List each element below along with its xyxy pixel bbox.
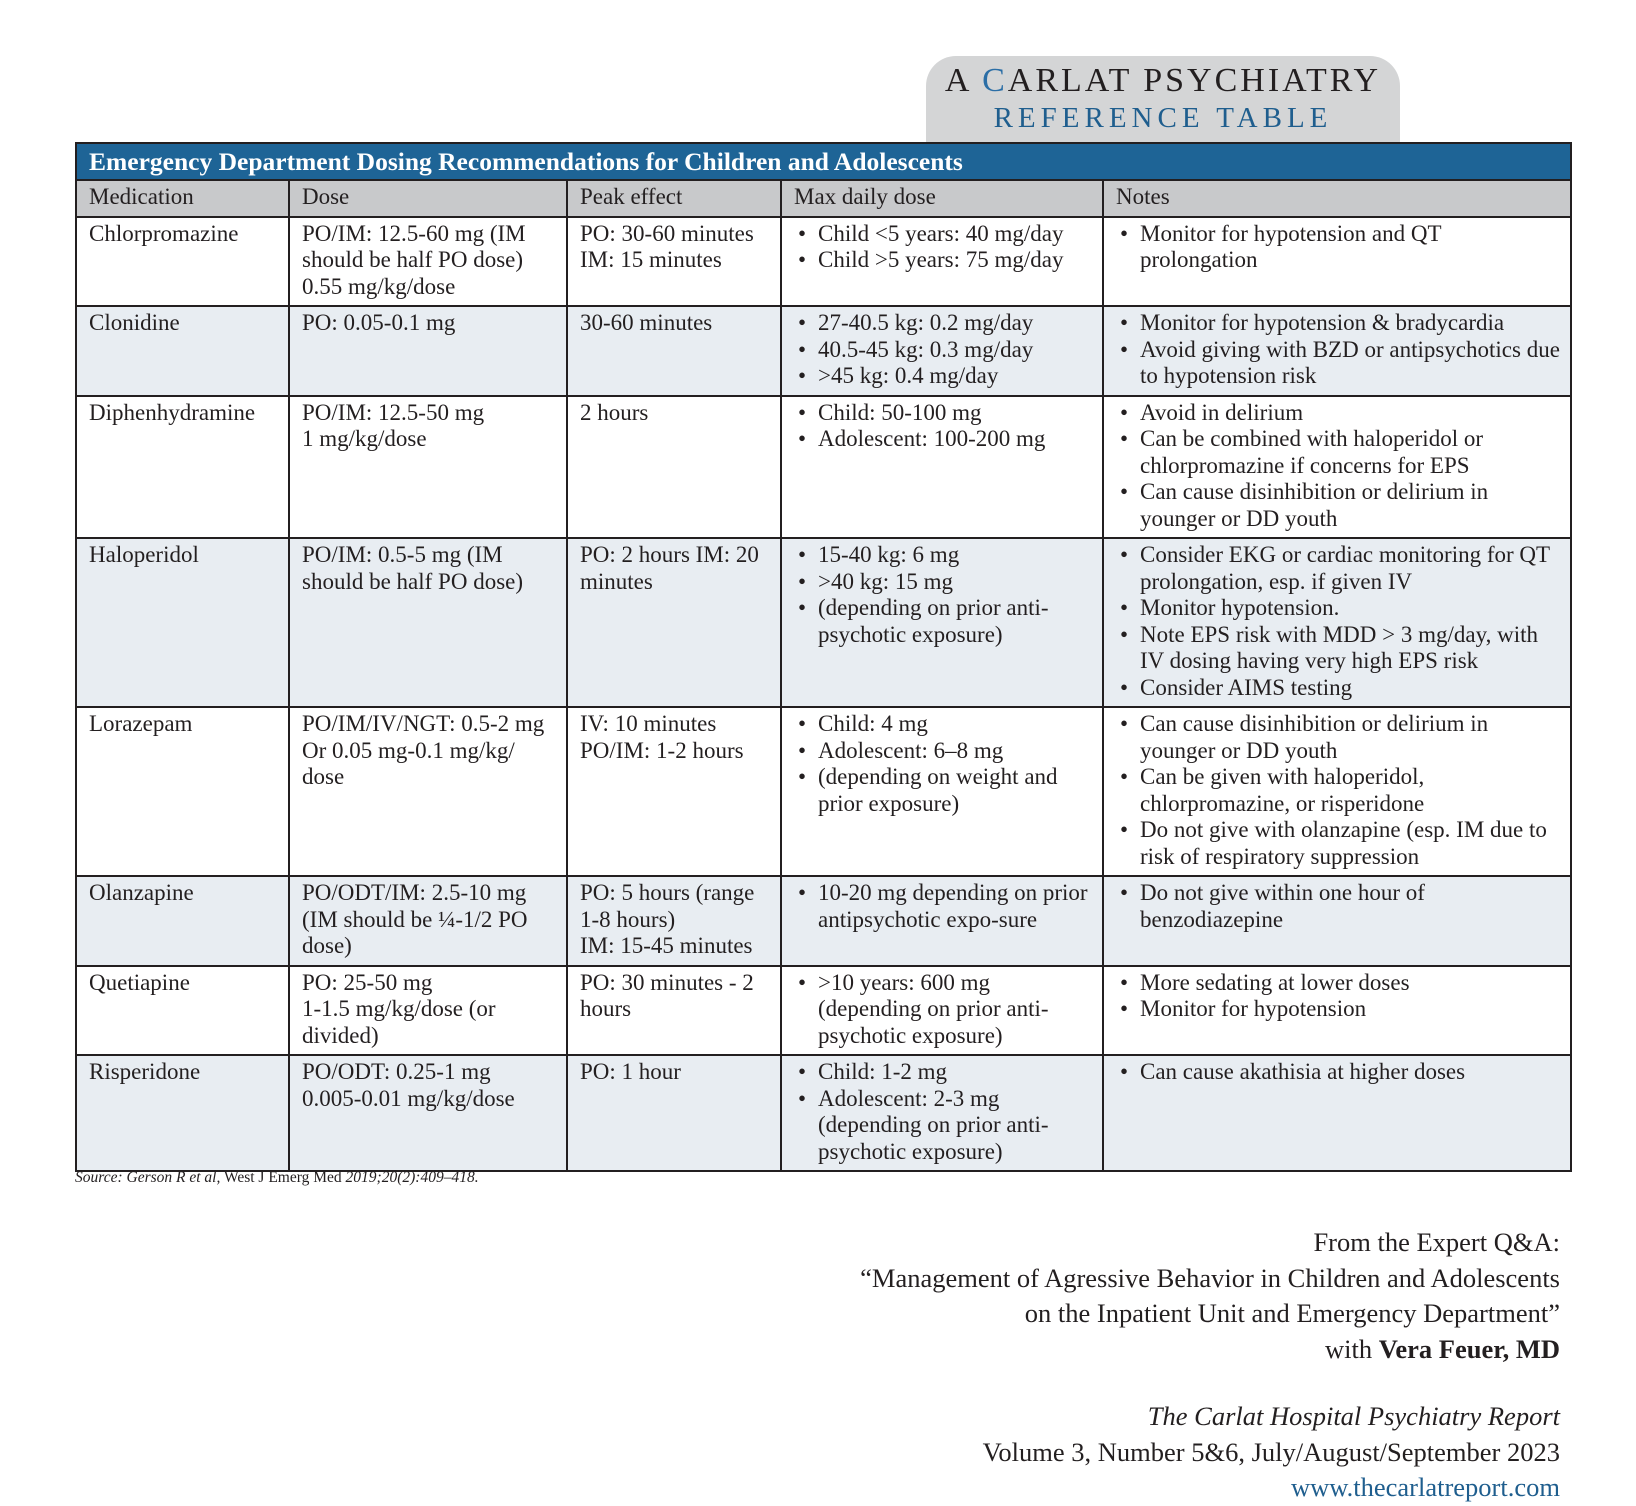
column-header-max-daily-dose: Max daily dose: [781, 180, 1103, 217]
bullet-item: • Child >5 years: 75 mg/day: [794, 247, 1092, 274]
bullet-item: • Can be combined with haloperidol or chlorpromazine if concerns for EPS: [1116, 426, 1560, 479]
dose-line: PO: 0.05-0.1 mg: [302, 310, 456, 335]
medication-cell: Olanzapine: [76, 876, 289, 966]
author-line: with Vera Feuer, MD: [1324, 1333, 1560, 1364]
dose-line: PO/ODT/IM: 2.5-10 mg (IM should be ¼-1/2 PO dose): [302, 880, 528, 958]
bullet-item: • Child: 1-2 mg: [794, 1059, 1092, 1086]
bullet-item: • Note EPS risk with MDD > 3 mg/day, with IV dosing having very high EPS risk: [1116, 622, 1560, 675]
bullet-item: • 10-20 mg depending on prior antipsychotic expo-sure: [794, 880, 1092, 933]
max-daily-dose-cell: [781, 396, 1103, 539]
medication-cell: Quetiapine: [76, 966, 289, 1056]
max-daily-dose-cell: [781, 876, 1103, 966]
peak-effect-line: PO: 1 hour: [580, 1059, 681, 1084]
bullet-item: • Can cause akathisia at higher doses: [1116, 1059, 1560, 1086]
peak-effect-line: IM: 15 minutes: [580, 247, 722, 272]
dose-line: PO: 25-50 mg: [302, 969, 433, 995]
bullet-list: [794, 1059, 1092, 1165]
bullet-item: • 15-40 kg: 6 mg: [794, 542, 1092, 569]
max-daily-dose-cell: [781, 966, 1103, 1056]
notes-cell: [1103, 707, 1571, 876]
bullet-item: • Do not give within one hour of benzodiazepine: [1116, 880, 1560, 933]
max-daily-dose-cell: [781, 306, 1103, 396]
column-header-dose: Dose: [289, 180, 567, 217]
bullet-item: • Monitor hypotension.: [1116, 595, 1560, 622]
max-daily-dose-cell: [781, 538, 1103, 707]
peak-effect-line: PO: 5 hours (range 1-8 hours): [580, 880, 755, 932]
bullet-list: [1116, 221, 1560, 274]
issue-info: Volume 3, Number 5&6, July/August/September 2023: [982, 1436, 1560, 1467]
bullet-item: • Consider AIMS testing: [1116, 675, 1560, 702]
bullet-item: • Adolescent: 2-3 mg (depending on prior anti-psychotic exposure): [794, 1086, 1092, 1166]
dose-cell: [289, 966, 567, 1056]
peak-effect-line: IV: 10 minutes: [580, 711, 717, 736]
bullet-item: • Child: 50-100 mg: [794, 400, 1092, 427]
notes-cell: [1103, 966, 1571, 1056]
dose-line: PO/IM: 0.5-5 mg (IM should be half PO dose): [302, 542, 524, 594]
dose-cell: [289, 306, 567, 396]
peak-effect-line: 30-60 minutes: [580, 310, 713, 335]
bullet-list: [794, 880, 1092, 933]
dose-cell: [289, 396, 567, 539]
peak-effect-cell: [567, 217, 781, 307]
table-row: [76, 306, 1571, 396]
bullet-item: • 27-40.5 kg: 0.2 mg/day: [794, 310, 1092, 337]
notes-cell: [1103, 306, 1571, 396]
notes-cell: [1103, 876, 1571, 966]
peak-effect-cell: [567, 966, 781, 1056]
dose-line: 1 mg/kg/dose: [302, 426, 427, 451]
peak-effect-line: IM: 15-45 minutes: [580, 933, 753, 958]
peak-effect-line: PO: 30 minutes - 2 hours: [580, 969, 754, 1021]
bullet-item: • Can cause disinhibition or delirium in younger or DD youth: [1116, 711, 1560, 764]
dose-cell: [289, 217, 567, 307]
bullet-list: [1116, 711, 1560, 870]
publication-name: The Carlat Hospital Psychiatry Report: [1147, 1401, 1560, 1431]
peak-effect-cell: [567, 707, 781, 876]
series-title: A CARLAT PSYCHIATRY: [944, 62, 1382, 99]
bullet-list: [1116, 310, 1560, 390]
table-row: [76, 707, 1571, 876]
bullet-item: • Consider EKG or cardiac monitoring for QT prolongation, esp. if given IV: [1116, 542, 1560, 595]
dose-line: PO/ODT: 0.25-1 mg: [302, 1059, 491, 1084]
bullet-item: • Avoid giving with BZD or antipsychotics due to hypotension risk: [1116, 337, 1560, 390]
bullet-list: [1116, 970, 1560, 1023]
notes-cell: [1103, 1055, 1571, 1171]
peak-effect-cell: [567, 876, 781, 966]
table-row: [76, 966, 1571, 1056]
bullet-list: [1116, 880, 1560, 933]
peak-effect-line: 2 hours: [580, 399, 649, 425]
bullet-list: [794, 970, 1092, 1050]
bullet-list: [1116, 1059, 1560, 1086]
peak-effect-cell: [567, 396, 781, 539]
medication-cell: Haloperidol: [76, 538, 289, 707]
dose-line: 0.005-0.01 mg/kg/dose: [302, 1085, 515, 1111]
dose-cell: [289, 876, 567, 966]
dose-line: PO/IM: 12.5-50 mg: [302, 399, 485, 425]
reference-table-tab: [926, 56, 1400, 142]
peak-effect-line: PO/IM: 1-2 hours: [580, 737, 744, 763]
bullet-item: • Child <5 years: 40 mg/day: [794, 221, 1092, 248]
bullet-item: • Adolescent: 100-200 mg: [794, 426, 1092, 453]
peak-effect-line: PO: 30-60 minutes: [580, 220, 754, 246]
bullet-item: • Adolescent: 6–8 mg: [794, 738, 1092, 765]
bullet-list: [794, 711, 1092, 817]
bullet-list: [1116, 542, 1560, 701]
dosing-table: [75, 142, 1572, 1172]
medication-cell: Risperidone: [76, 1055, 289, 1171]
bullet-item: • >40 kg: 15 mg: [794, 569, 1092, 596]
medication-cell: Chlorpromazine: [76, 217, 289, 307]
bullet-item: • Child: 4 mg: [794, 711, 1092, 738]
bullet-item: • Can be given with haloperidol, chlorpromazine, or risperidone: [1116, 764, 1560, 817]
medication-cell: Clonidine: [76, 306, 289, 396]
bullet-item: • >10 years: 600 mg (depending on prior anti-psychotic exposure): [794, 970, 1092, 1050]
notes-cell: [1103, 396, 1571, 539]
dose-line: 1-1.5 mg/kg/dose (or divided): [302, 996, 496, 1048]
bullet-list: [794, 310, 1092, 390]
bullet-list: [794, 221, 1092, 274]
bullet-item: • 40.5-45 kg: 0.3 mg/day: [794, 337, 1092, 364]
column-header-notes: Notes: [1103, 180, 1571, 217]
bullet-item: • Monitor for hypotension: [1116, 996, 1560, 1023]
website-link[interactable]: www.thecarlatreport.com: [1290, 1472, 1560, 1502]
notes-cell: [1103, 217, 1571, 307]
peak-effect-cell: [567, 538, 781, 707]
article-title-line-1: “Management of Agressive Behavior in Children and Adolescents: [860, 1262, 1560, 1293]
dose-cell: [289, 707, 567, 876]
bullet-item: • Monitor for hypotension & bradycardia: [1116, 310, 1560, 337]
bullet-item: • Do not give with olanzapine (esp. IM due to risk of respiratory suppression: [1116, 817, 1560, 870]
credits-intro: From the Expert Q&A:: [1313, 1227, 1560, 1257]
table-row: [76, 396, 1571, 539]
table-row: [76, 538, 1571, 707]
medication-cell: Diphenhydramine: [76, 396, 289, 539]
bullet-item: • (depending on prior anti-psychotic exposure): [794, 595, 1092, 648]
peak-effect-cell: [567, 306, 781, 396]
table-row: [76, 876, 1571, 966]
bullet-list: [794, 400, 1092, 453]
table-row: [76, 217, 1571, 307]
dose-line: PO/IM/IV/NGT: 0.5-2 mg Or 0.05 mg-0.1 mg/kg/ dose: [302, 711, 545, 789]
author-name: Vera Feuer, MD: [1378, 1333, 1560, 1364]
table-row: [76, 1055, 1571, 1171]
peak-effect-line: PO: 2 hours IM: 20 minutes: [580, 542, 759, 594]
article-title-line-2: on the Inpatient Unit and Emergency Department”: [1024, 1298, 1560, 1328]
bullet-item: • Avoid in delirium: [1116, 400, 1560, 427]
column-header-medication: Medication: [76, 180, 289, 217]
dose-line: 0.55 mg/kg/dose: [302, 273, 456, 299]
column-header-peak-effect: Peak effect: [567, 180, 781, 217]
bullet-item: • More sedating at lower doses: [1116, 970, 1560, 997]
max-daily-dose-cell: [781, 1055, 1103, 1171]
bullet-item: • Monitor for hypotension and QT prolongation: [1116, 221, 1560, 274]
source-citation: Source: Gerson R et al, West J Emerg Med 2019;20(2):409–418.: [75, 1169, 479, 1186]
dose-line: PO/IM: 12.5-60 mg (IM should be half PO dose): [302, 220, 526, 272]
bullet-list: [1116, 400, 1560, 533]
max-daily-dose-cell: [781, 707, 1103, 876]
max-daily-dose-cell: [781, 217, 1103, 307]
peak-effect-cell: [567, 1055, 781, 1171]
medication-cell: Lorazepam: [76, 707, 289, 876]
bullet-item: • >45 kg: 0.4 mg/day: [794, 363, 1092, 390]
table-header-row: [76, 180, 1571, 217]
series-title-initial: C: [982, 62, 1008, 99]
series-subtitle: REFERENCE TABLE: [993, 102, 1333, 134]
bullet-item: • (depending on weight and prior exposure): [794, 764, 1092, 817]
notes-cell: [1103, 538, 1571, 707]
dose-cell: [289, 1055, 567, 1171]
dose-cell: [289, 538, 567, 707]
table-title: Emergency Department Dosing Recommendations for Children and Adolescents: [76, 143, 1571, 180]
bullet-item: • Can cause disinhibition or delirium in younger or DD youth: [1116, 479, 1560, 532]
article-credits: [860, 1225, 1560, 1506]
bullet-list: [794, 542, 1092, 648]
